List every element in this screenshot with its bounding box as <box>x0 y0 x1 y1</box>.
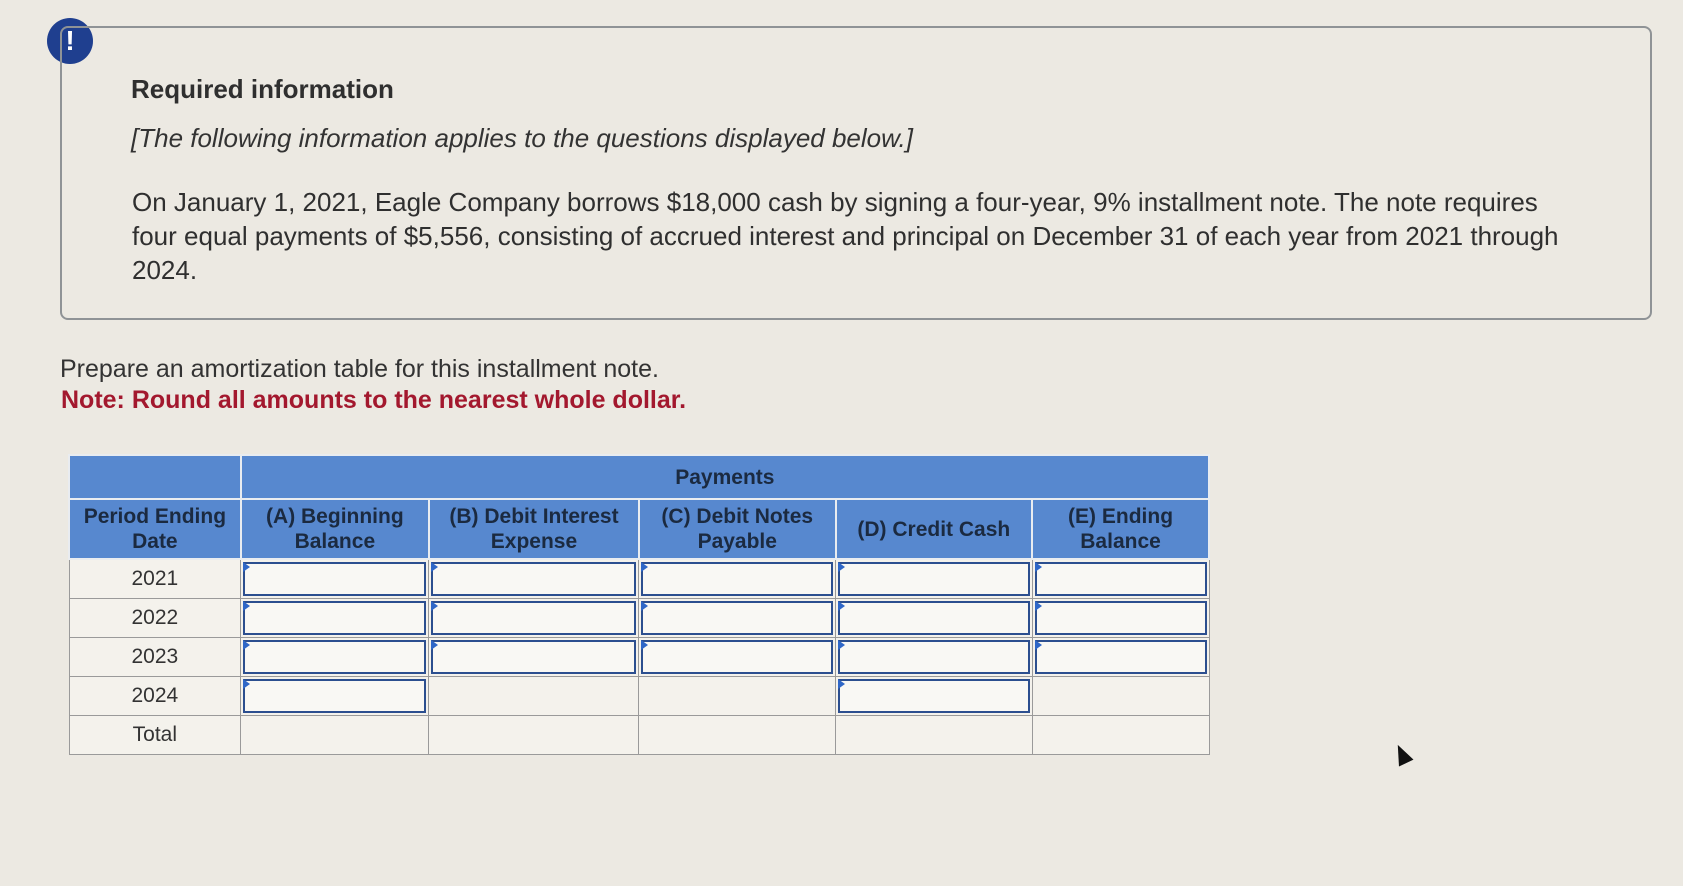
total-notes-payable-cell <box>639 716 836 755</box>
credit-cash-input[interactable] <box>836 599 1033 638</box>
notes-payable-input[interactable] <box>639 599 836 638</box>
interest-expense-input[interactable] <box>429 559 639 599</box>
header-debit-interest-expense: (B) Debit Interest Expense <box>429 499 639 559</box>
table-row <box>69 677 1209 716</box>
payments-group-header: Payments <box>241 455 1209 499</box>
beginning-balance-input[interactable] <box>241 677 429 716</box>
instruction-text: Prepare an amortization table for this installment note. <box>60 355 659 383</box>
rounding-note: Note: Round all amounts to the nearest whole dollar. <box>61 386 687 414</box>
table-row <box>69 599 1209 638</box>
header-period-ending-date: Period Ending Date <box>69 499 241 559</box>
empty-cell <box>241 716 429 755</box>
period-cell: 2024 <box>69 677 241 716</box>
empty-header-corner <box>69 455 241 499</box>
credit-cash-input[interactable] <box>836 677 1033 716</box>
table-row <box>69 638 1209 677</box>
credit-cash-input[interactable] <box>836 638 1033 677</box>
header-beginning-balance: (A) Beginning Balance <box>241 499 429 559</box>
credit-cash-input[interactable] <box>836 559 1033 599</box>
interest-expense-input[interactable] <box>429 599 639 638</box>
table-row <box>69 559 1209 599</box>
period-cell: 2021 <box>69 559 241 599</box>
empty-cell <box>1032 677 1209 716</box>
ending-balance-input[interactable] <box>1032 599 1209 638</box>
notes-payable-input[interactable] <box>639 638 836 677</box>
period-cell: 2023 <box>69 638 241 677</box>
total-interest-cell <box>429 716 639 755</box>
empty-cell <box>1032 716 1209 755</box>
header-debit-notes-payable: (C) Debit Notes Payable <box>639 499 836 559</box>
header-ending-balance: (E) Ending Balance <box>1032 499 1209 559</box>
info-title: Required information <box>131 74 394 104</box>
total-label: Total <box>69 716 241 755</box>
beginning-balance-input[interactable] <box>241 559 429 599</box>
period-cell: 2022 <box>69 599 241 638</box>
empty-cell <box>639 677 836 716</box>
beginning-balance-input[interactable] <box>241 599 429 638</box>
empty-cell <box>429 677 639 716</box>
info-intro: [The following information applies to the questions displayed below.] <box>131 123 913 153</box>
notes-payable-input[interactable] <box>639 559 836 599</box>
ending-balance-input[interactable] <box>1032 559 1209 599</box>
beginning-balance-input[interactable] <box>241 638 429 677</box>
total-row <box>69 716 1209 755</box>
ending-balance-input[interactable] <box>1032 638 1209 677</box>
total-credit-cash-cell <box>836 716 1033 755</box>
amortization-table <box>68 454 1210 755</box>
header-credit-cash: (D) Credit Cash <box>836 499 1033 559</box>
exclamation-icon: ! <box>47 18 93 64</box>
mouse-cursor-icon <box>1391 742 1414 767</box>
info-body: On January 1, 2021, Eagle Company borrows $18,000 cash by signing a four-year, 9% installment note. The note requires four equal payments of $5,556, consisting of accrued interest and principal on December 31 of each year from 2021 through 2024. <box>132 187 1559 285</box>
interest-expense-input[interactable] <box>429 638 639 677</box>
